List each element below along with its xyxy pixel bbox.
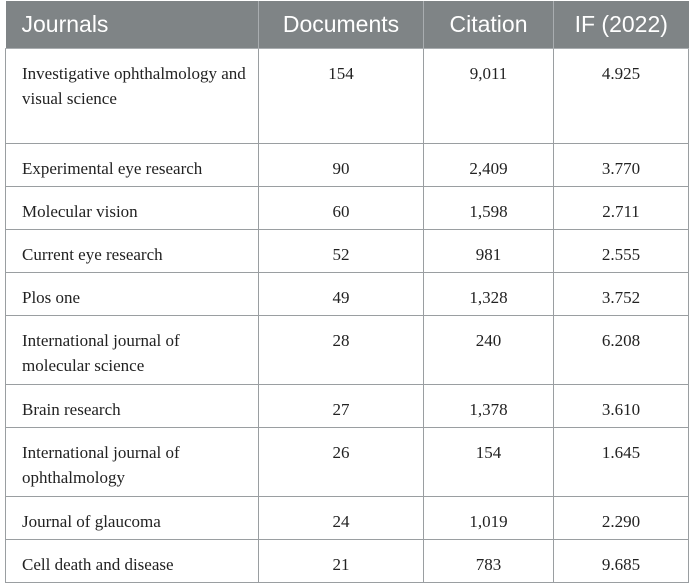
header-journals: Journals: [6, 1, 259, 49]
impact-factor-cell: 2.290: [554, 497, 689, 540]
journal-name-cell: Molecular vision: [6, 187, 259, 230]
impact-factor-cell: 2.711: [554, 187, 689, 230]
documents-cell: 24: [259, 497, 424, 540]
citation-cell: 1,378: [424, 385, 554, 428]
journal-name-cell: International journal of molecular science: [6, 316, 259, 385]
journal-name-cell: Investigative ophthalmology and visual science: [6, 49, 259, 144]
table-row: [6, 316, 689, 385]
impact-factor-cell: 1.645: [554, 428, 689, 497]
header-impact-factor: IF (2022): [554, 1, 689, 49]
documents-cell: 49: [259, 273, 424, 316]
journal-name-cell: Current eye research: [6, 230, 259, 273]
impact-factor-cell: 3.752: [554, 273, 689, 316]
citation-cell: 1,019: [424, 497, 554, 540]
table-row: [6, 49, 689, 144]
documents-cell: 90: [259, 144, 424, 187]
impact-factor-cell: 6.208: [554, 316, 689, 385]
table-header: [6, 1, 689, 49]
journal-name-cell: Journal of glaucoma: [6, 497, 259, 540]
citation-cell: 1,328: [424, 273, 554, 316]
impact-factor-cell: 3.610: [554, 385, 689, 428]
impact-factor-cell: 4.925: [554, 49, 689, 144]
table-row: [6, 230, 689, 273]
documents-cell: 154: [259, 49, 424, 144]
table-row: [6, 428, 689, 497]
journals-table: [5, 1, 689, 583]
documents-cell: 52: [259, 230, 424, 273]
table-row: [6, 273, 689, 316]
journal-name-cell: International journal of ophthalmology: [6, 428, 259, 497]
table-row: [6, 540, 689, 583]
table-row: [6, 497, 689, 540]
header-citation: Citation: [424, 1, 554, 49]
journal-name-cell: Cell death and disease: [6, 540, 259, 583]
journal-name-cell: Experimental eye research: [6, 144, 259, 187]
journal-name-cell: Brain research: [6, 385, 259, 428]
documents-cell: 21: [259, 540, 424, 583]
documents-cell: 26: [259, 428, 424, 497]
header-row: [6, 1, 689, 49]
documents-cell: 28: [259, 316, 424, 385]
documents-cell: 27: [259, 385, 424, 428]
impact-factor-cell: 9.685: [554, 540, 689, 583]
citation-cell: 1,598: [424, 187, 554, 230]
citation-cell: 2,409: [424, 144, 554, 187]
citation-cell: 783: [424, 540, 554, 583]
header-documents: Documents: [259, 1, 424, 49]
citation-cell: 981: [424, 230, 554, 273]
table-row: [6, 144, 689, 187]
citation-cell: 154: [424, 428, 554, 497]
table-row: [6, 385, 689, 428]
documents-cell: 60: [259, 187, 424, 230]
citation-cell: 9,011: [424, 49, 554, 144]
table-body: [6, 49, 689, 583]
impact-factor-cell: 3.770: [554, 144, 689, 187]
impact-factor-cell: 2.555: [554, 230, 689, 273]
table-row: [6, 187, 689, 230]
citation-cell: 240: [424, 316, 554, 385]
journal-name-cell: Plos one: [6, 273, 259, 316]
